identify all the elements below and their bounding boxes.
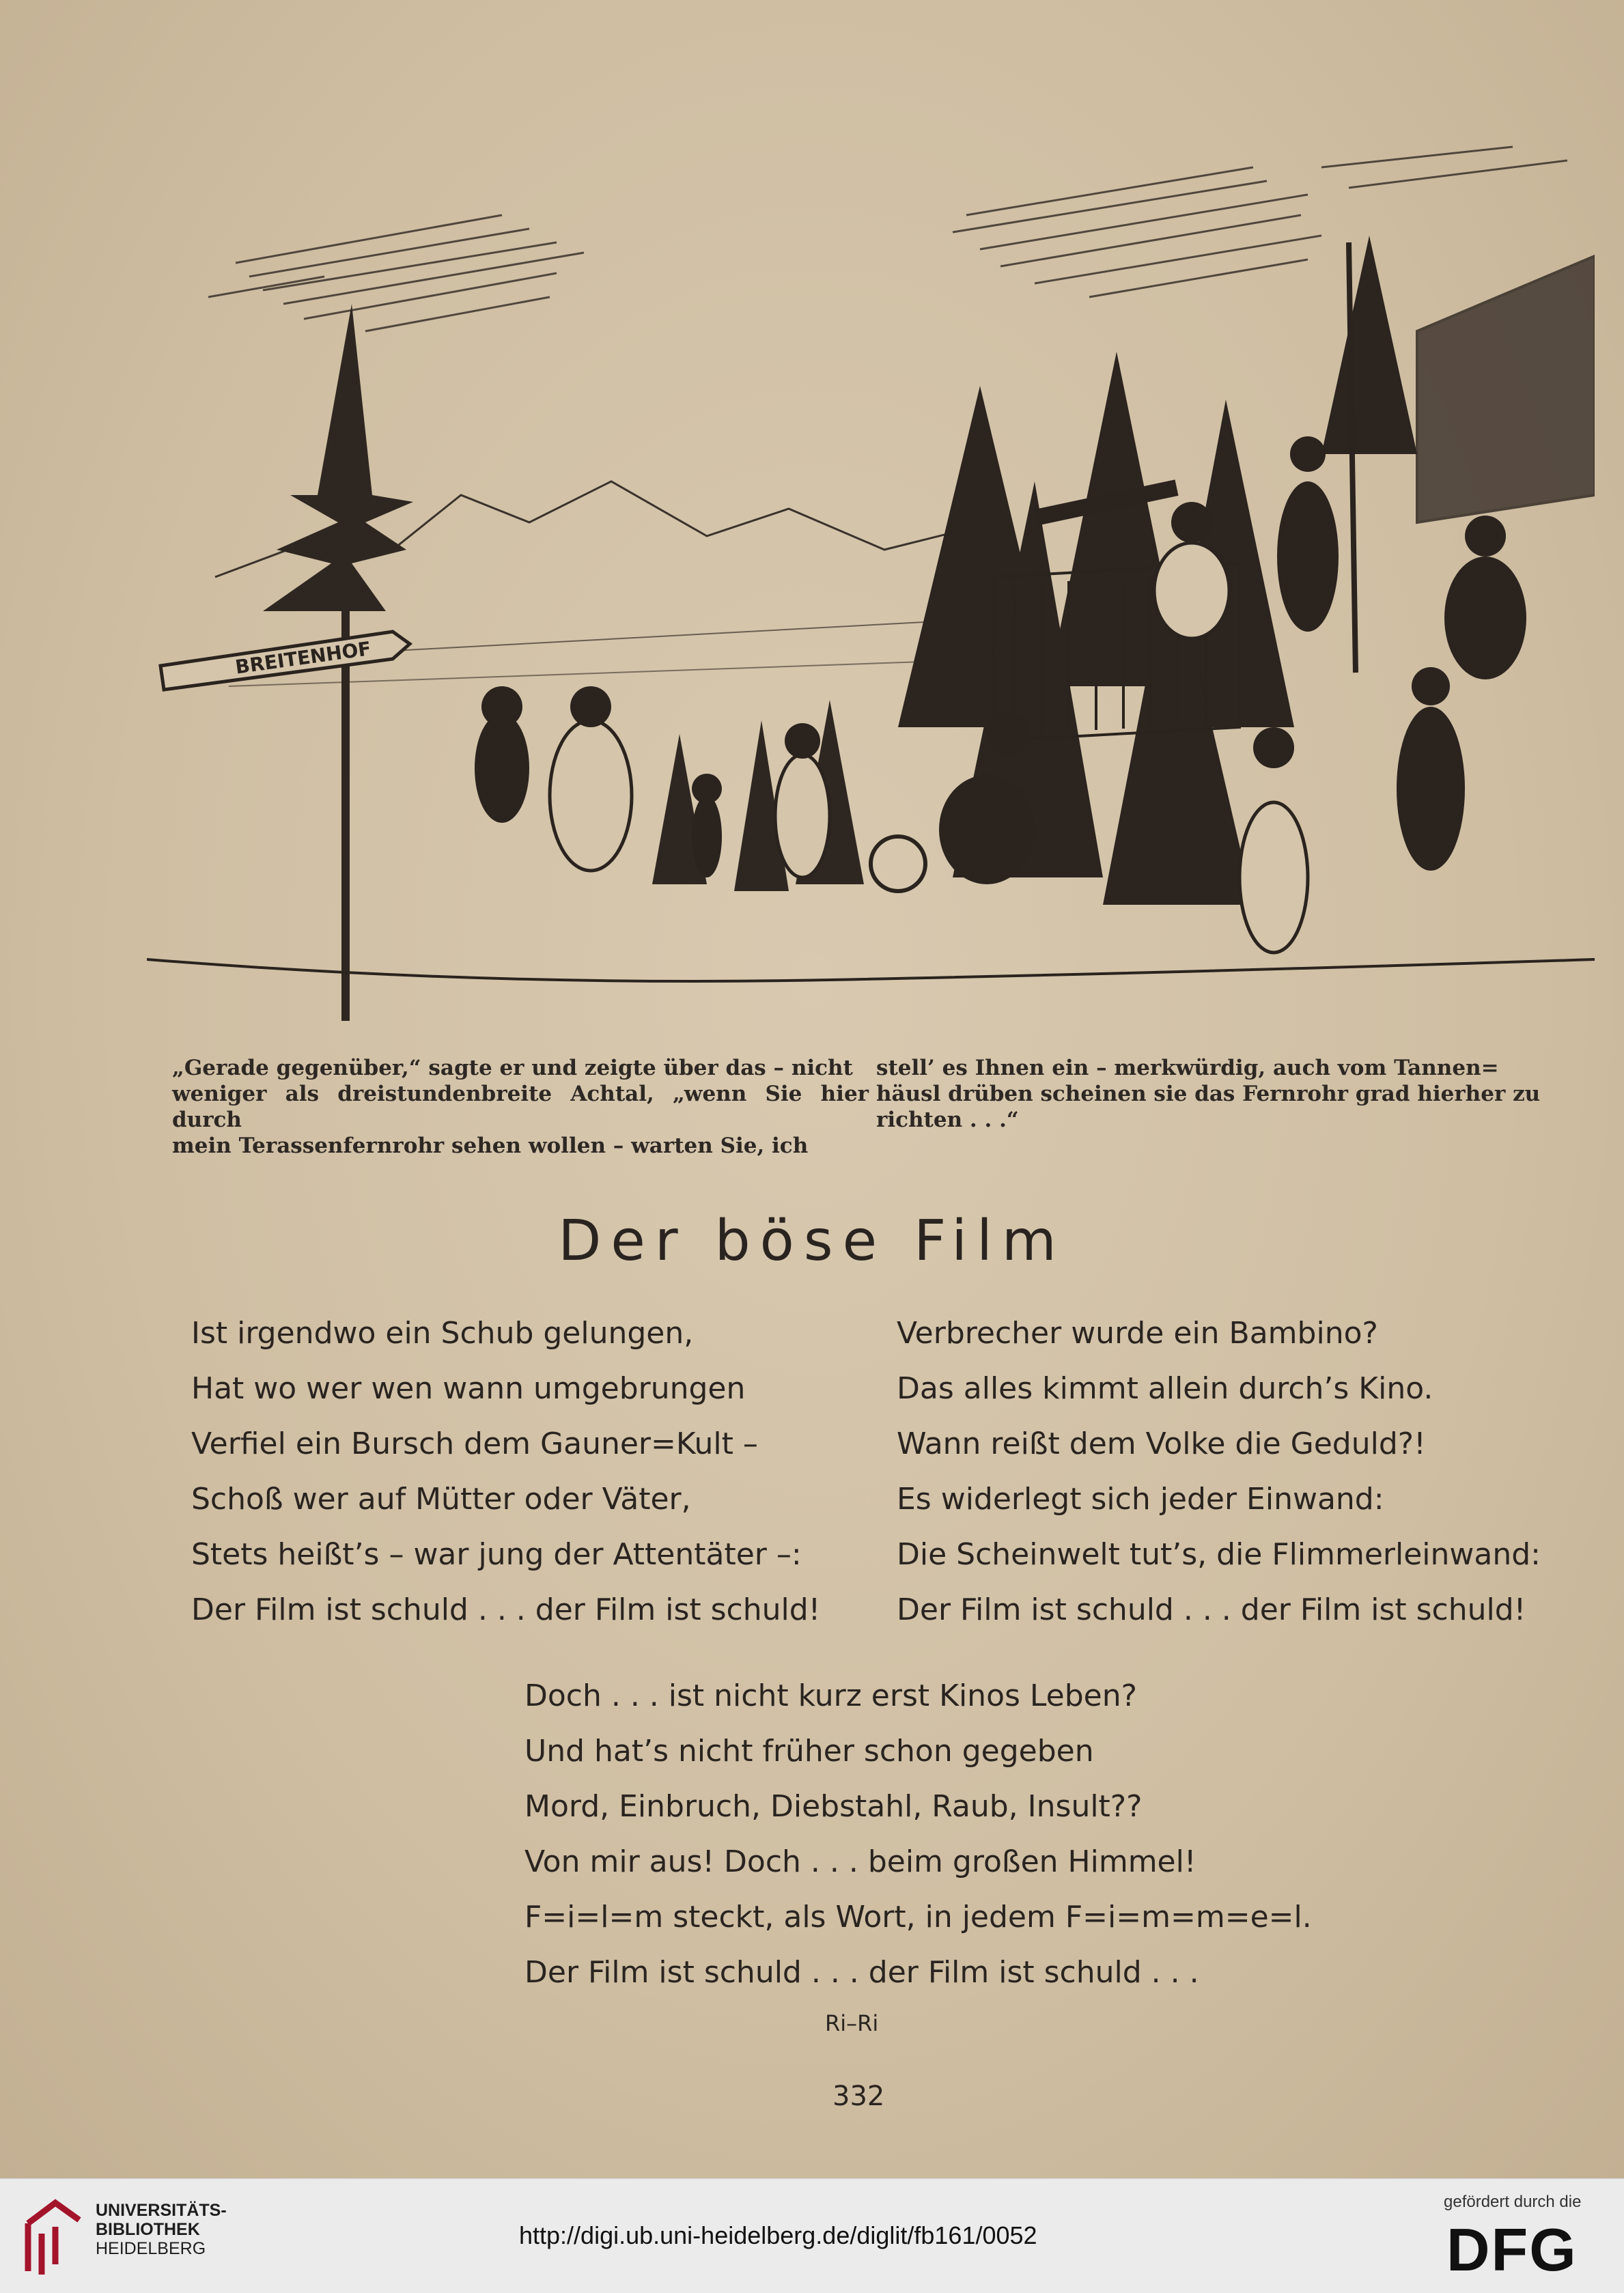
poem-line: Verbrecher wurde ein Bambino?: [897, 1316, 1378, 1351]
caption-line: „Gerade gegenüber,“ sagte er und zeigte über das – nicht: [172, 1056, 853, 1080]
page-number: 332: [832, 2081, 885, 2112]
caption-line: stell’ es Ihnen ein – merkwürdig, auch vom Tannen=: [876, 1056, 1499, 1080]
library-name-line: BIBLIOTHEK: [96, 2220, 200, 2239]
author-signature: Ri–Ri: [825, 2010, 879, 2036]
caption-left-column: [172, 1055, 869, 1159]
ground-line: [147, 959, 1595, 981]
poem-line: Das alles kimmt allein durch’s Kino.: [897, 1371, 1433, 1406]
viewer-footer: [0, 2178, 1624, 2293]
poem-title: Der böse Film: [558, 1209, 1066, 1274]
poem-line: Wann reißt dem Volke die Geduld?!: [897, 1426, 1426, 1461]
poem-line: Ist irgendwo ein Schub gelungen,: [191, 1316, 694, 1351]
poem-line: Der Film ist schuld . . . der Film ist schuld!: [897, 1592, 1526, 1627]
poem-line: Mord, Einbruch, Diebstahl, Raub, Insult??: [524, 1789, 1143, 1824]
caption-line: weniger als dreistundenbreite Achtal, „wenn Sie hier durch: [172, 1082, 869, 1132]
stanza-bottom: [524, 1668, 1312, 2000]
poem-line: Stets heißt’s – war jung der Attentäter –:: [191, 1537, 802, 1572]
caption-line: richten . . .“: [876, 1108, 1019, 1132]
pen-illustration: [147, 140, 1595, 1031]
caption-line: häusl drüben scheinen sie das Fernrohr grad hierher zu: [876, 1082, 1541, 1106]
poem-line: Es widerlegt sich jeder Einwand:: [897, 1482, 1384, 1517]
poem-line: Die Scheinwelt tut’s, die Flimmerleinwand:: [897, 1537, 1541, 1572]
funding-note: gefördert durch die: [1444, 2193, 1582, 2211]
svg-text:BREITENHOF: BREITENHOF: [234, 637, 373, 679]
library-name: [96, 2201, 227, 2258]
permalink-url[interactable]: http://digi.ub.uni-heidelberg.de/diglit/fb161/0052: [519, 2221, 1037, 2249]
caption-right-column: [876, 1055, 1583, 1133]
poem-line: Hat wo wer wen wann umgebrungen: [191, 1371, 746, 1406]
poem-line: Der Film ist schuld . . . der Film ist schuld . . .: [524, 1955, 1199, 1990]
university-library-logo-icon: [18, 2196, 86, 2278]
library-name-line: UNIVERSITÄTS-: [96, 2201, 227, 2220]
library-name-line: HEIDELBERG: [96, 2239, 206, 2258]
poem-line: Doch . . . ist nicht kurz erst Kinos Leben?: [524, 1678, 1137, 1713]
stanza-right: [897, 1306, 1541, 1637]
dfg-logo: DFG: [1446, 2216, 1578, 2283]
caption-line: mein Terassenfernrohr sehen wollen – warten Sie, ich: [172, 1134, 809, 1158]
poem-line: F=i=l=m steckt, als Wort, in jedem F=i=m=m=e=l.: [524, 1900, 1312, 1935]
poem-line: Schoß wer auf Mütter oder Väter,: [191, 1482, 691, 1517]
poem-line: Der Film ist schuld . . . der Film ist schuld!: [191, 1592, 821, 1627]
poem-line: Von mir aus! Doch . . . beim großen Himmel!: [524, 1844, 1196, 1879]
poem-line: Und hat’s nicht früher schon gegeben: [524, 1734, 1094, 1769]
stanza-left: [191, 1306, 820, 1637]
poem-line: Verfiel ein Bursch dem Gauner=Kult –: [191, 1426, 758, 1461]
